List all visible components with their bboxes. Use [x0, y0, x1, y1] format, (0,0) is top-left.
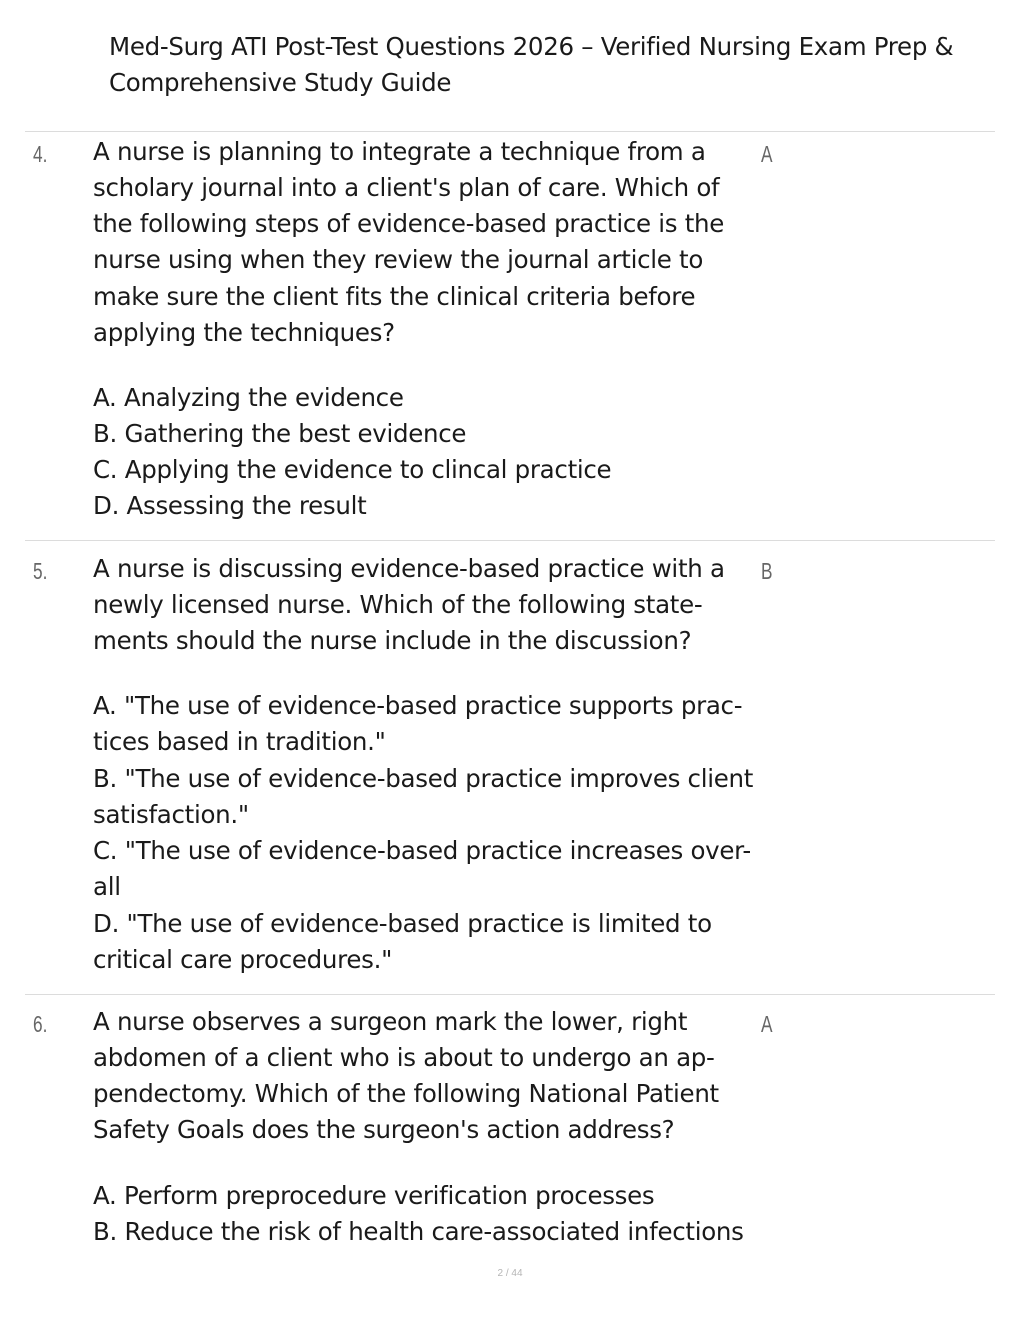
answer-option: B. Reduce the risk of health care-associated infections: [93, 1217, 744, 1246]
answer-option: D. Assessing the result: [93, 491, 367, 520]
question-number: 5.: [33, 558, 48, 584]
question-stem-line: ments should the nurse include in the discussion?: [93, 626, 692, 655]
answer-option: C. "The use of evidence-based practice increases over-: [93, 836, 751, 865]
document-title-line: Med-Surg ATI Post-Test Questions 2026 – Verified Nursing Exam Prep &: [109, 32, 954, 61]
question-stem-line: the following steps of evidence-based practice is the: [93, 209, 725, 238]
question-number: 4.: [33, 141, 48, 167]
divider: [25, 540, 995, 541]
question-stem-line: pendectomy. Which of the following National Patient: [93, 1079, 719, 1108]
answer-key: B: [761, 558, 773, 584]
question-stem-line: A nurse observes a surgeon mark the lower, right: [93, 1007, 688, 1036]
question-stem-line: A nurse is planning to integrate a technique from a: [93, 137, 706, 166]
question-stem-line: applying the techniques?: [93, 318, 395, 347]
page-indicator: 2 / 44: [497, 1268, 523, 1279]
answer-key: A: [761, 1011, 773, 1037]
answer-option: tices based in tradition.": [93, 727, 386, 756]
answer-option: B. Gathering the best evidence: [93, 419, 467, 448]
question-stem-line: nurse using when they review the journal article to: [93, 245, 704, 274]
divider: [25, 994, 995, 995]
question-stem-line: A nurse is discussing evidence-based practice with a: [93, 554, 725, 583]
answer-option: all: [93, 872, 121, 901]
answer-option: A. "The use of evidence-based practice supports prac-: [93, 691, 743, 720]
answer-option: A. Analyzing the evidence: [93, 383, 404, 412]
answer-option: C. Applying the evidence to clincal practice: [93, 455, 612, 484]
question-number: 6.: [33, 1011, 48, 1037]
answer-option: D. "The use of evidence-based practice is limited to: [93, 909, 712, 938]
answer-key: A: [761, 141, 773, 167]
question-stem-line: scholary journal into a client's plan of care. Which of: [93, 173, 720, 202]
question-stem-line: abdomen of a client who is about to undergo an ap-: [93, 1043, 715, 1072]
answer-option: critical care procedures.": [93, 945, 393, 974]
document-title: [109, 29, 1004, 101]
divider: [25, 131, 995, 132]
question-stem-line: make sure the client fits the clinical criteria before: [93, 282, 696, 311]
answer-option: A. Perform preprocedure verification processes: [93, 1181, 655, 1210]
question-stem-line: Safety Goals does the surgeon's action address?: [93, 1115, 675, 1144]
answer-option: B. "The use of evidence-based practice improves client: [93, 764, 754, 793]
answer-option: satisfaction.": [93, 800, 249, 829]
document-title-line: Comprehensive Study Guide: [109, 68, 452, 97]
question-stem-line: newly licensed nurse. Which of the following state-: [93, 590, 703, 619]
